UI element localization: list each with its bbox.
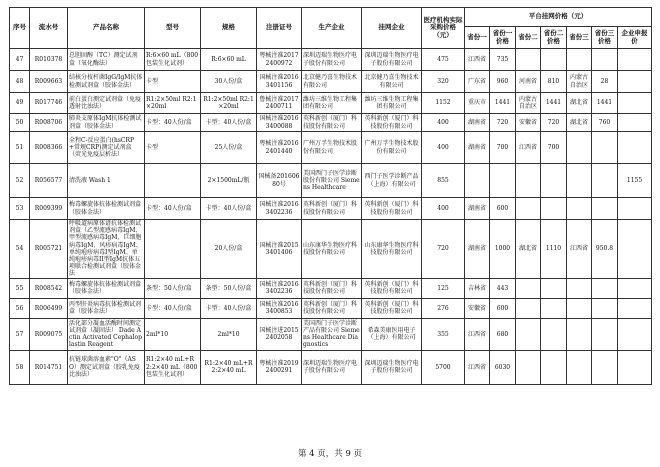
model-cell: 2ml*10: [145, 318, 201, 350]
lister-cell: 深圳迈瑞生物医疗电子股份有限公司: [362, 350, 422, 384]
table-row: [10, 298, 652, 318]
product-cell: 前白蛋白测定试剂盒（免疫透射比浊法）: [68, 93, 145, 114]
price2-cell: [541, 350, 567, 384]
prov3-cell: [567, 318, 592, 350]
actual-price-cell: 276: [422, 298, 465, 318]
price2-cell: [541, 164, 567, 198]
price1-cell: 6030: [490, 350, 516, 384]
flow-cell: R010378: [30, 49, 68, 71]
price3-cell: 1441: [592, 93, 618, 114]
price3-cell: [592, 350, 618, 384]
prov2-cell: [516, 198, 541, 220]
header-product: 产品名称: [68, 8, 145, 49]
lister-cell: 广州万孚生物技术股份有限公司: [362, 132, 422, 164]
lister-cell: 英科新创（厦门）科技股份有限公司: [362, 114, 422, 132]
seq-cell: 47: [10, 49, 30, 71]
spec-cell: 2×1500mL/瓶: [201, 164, 257, 198]
lister-cell: 英科新创（厦门）科技股份有限公司: [362, 298, 422, 318]
actual-price-cell: 855: [422, 164, 465, 198]
prov1-cell: 安徽省: [465, 298, 490, 318]
actual-price-cell: 720: [422, 220, 465, 279]
prov1-cell: 江西省: [465, 49, 490, 71]
reg-cell: 粤械注准20162401440: [257, 132, 302, 164]
prov3-cell: [567, 132, 592, 164]
lister-cell: 北京健乃喜生物技术有限公司: [362, 71, 422, 93]
spec-cell: R1:2×50ml R2:1×20ml: [201, 93, 257, 114]
price3-cell: [592, 318, 618, 350]
price2-cell: 810: [541, 71, 567, 93]
reg-cell: 粤械注准20172400972: [257, 49, 302, 71]
quote-cell: 1155: [618, 164, 652, 198]
product-cell: 活化部分凝血活酶时间测定试剂盒（凝固法） Dade Actin Activated Cephaloplastin Reagent: [68, 318, 145, 350]
header-flow: 流水号: [30, 8, 68, 49]
price2-cell: 700: [541, 132, 567, 164]
actual-price-cell: 320: [422, 71, 465, 93]
price1-cell: 600: [490, 298, 516, 318]
header-reg: 注册证号: [257, 8, 302, 49]
reg-cell: 国械备20160680号: [257, 164, 302, 198]
price2-cell: [541, 298, 567, 318]
price3-cell: [592, 132, 618, 164]
seq-cell: 55: [10, 278, 30, 298]
prov1-cell: 湖南省: [465, 198, 490, 220]
prov1-cell: [465, 164, 490, 198]
table-row: [10, 71, 652, 93]
spec-cell: 2ml*10: [201, 318, 257, 350]
model-cell: R1:2×40 mL+R2:2×40 mL（800包装生化试剂）: [145, 350, 201, 384]
reg-cell: 国械注进20152402058: [257, 318, 302, 350]
spec-cell: R:6×60 mL: [201, 49, 257, 71]
price3-cell: 28: [592, 71, 618, 93]
price1-cell: [490, 164, 516, 198]
header-maker: 生产企业: [302, 8, 362, 49]
price2-cell: 1110: [541, 220, 567, 279]
page-footer: 第 4 页，共 9 页: [297, 449, 363, 459]
actual-price-cell: 400: [422, 198, 465, 220]
price3-cell: [592, 278, 618, 298]
prov1-cell: 湖南省: [465, 114, 490, 132]
seq-cell: 49: [10, 93, 30, 114]
prov1-cell: 重庆市: [465, 93, 490, 114]
spec-cell: 条型：50人份/盒: [201, 278, 257, 298]
price3-cell: [592, 298, 618, 318]
prov3-cell: [567, 298, 592, 318]
maker-cell: 英科新创（厦门）科技股份有限公司: [302, 278, 362, 298]
seq-cell: 58: [10, 350, 30, 384]
price3-cell: 760: [592, 114, 618, 132]
seq-cell: 48: [10, 71, 30, 93]
prov2-cell: [516, 318, 541, 350]
prov3-cell: [567, 278, 592, 298]
maker-cell: 英科新创（厦门）科技股份有限公司: [302, 198, 362, 220]
table-row: [10, 198, 652, 220]
table-row: [10, 318, 652, 350]
price2-cell: 720: [541, 114, 567, 132]
price2-cell: [541, 198, 567, 220]
actual-price-cell: 125: [422, 278, 465, 298]
flow-cell: R006499: [30, 298, 68, 318]
spec-cell: 25人份/盒: [201, 132, 257, 164]
product-cell: 梅毒螺旋体抗体检测试剂盒（胶体金法）: [68, 198, 145, 220]
header-price3: 省份三价格: [592, 27, 618, 49]
maker-cell: 北京健乃喜生物技术有限公司: [302, 71, 362, 93]
header-price1: 省份一价格: [490, 27, 516, 49]
header-actual-price: 医疗机构实际采购价格（元）: [422, 8, 465, 49]
table-row: [10, 278, 652, 298]
maker-cell: 美国西门子医学诊断股份有限公司 Siemens Healthcare: [302, 164, 362, 198]
prov2-cell: [516, 164, 541, 198]
prov3-cell: [567, 198, 592, 220]
actual-price-cell: 400: [422, 114, 465, 132]
actual-price-cell: 400: [422, 132, 465, 164]
spec-cell: 20人份/盒: [201, 220, 257, 279]
product-cell: 全程C-反应蛋白(hsCRP+常规CRP)测定试剂盒（荧光免疫层析法）: [68, 132, 145, 164]
seq-cell: 57: [10, 318, 30, 350]
table-row: [10, 164, 652, 198]
spec-cell: 卡型：40人份/盒: [201, 298, 257, 318]
maker-cell: 英科新创（厦门）科技股份有限公司: [302, 114, 362, 132]
reg-cell: 国械注准20163401156: [257, 71, 302, 93]
lister-cell: 西门子医学诊断产品（上海）有限公司: [362, 164, 422, 198]
actual-price-cell: 355: [422, 318, 465, 350]
quote-cell: [618, 93, 652, 114]
model-cell: 卡型：40人份/盒: [145, 114, 201, 132]
table-body: [10, 49, 652, 385]
price1-cell: 443: [490, 278, 516, 298]
reg-cell: 国械注准20163400853: [257, 298, 302, 318]
price1-cell: 960: [490, 71, 516, 93]
lister-cell: 山东康华生物医疗科技股份有限公司: [362, 220, 422, 279]
table-row: [10, 114, 652, 132]
model-cell: R:6×60 mL（800包装生化试剂）: [145, 49, 201, 71]
price1-cell: 735: [490, 49, 516, 71]
reg-cell: 国械注准20153401406: [257, 220, 302, 279]
price3-cell: [592, 164, 618, 198]
actual-price-cell: 5700: [422, 350, 465, 384]
maker-cell: 深圳迈瑞生物医疗电子股份有限公司: [302, 49, 362, 71]
flow-cell: R014751: [30, 350, 68, 384]
reg-cell: 鲁械注准20172400711: [257, 93, 302, 114]
quote-cell: [618, 220, 652, 279]
quote-cell: [618, 132, 652, 164]
spec-cell: 卡型：40人份/盒: [201, 114, 257, 132]
prov2-cell: [516, 298, 541, 318]
spec-cell: 30人份/盒: [201, 71, 257, 93]
product-cell: 呼吸道病原体谱抗体检测试剂盒（乙型流感病毒IgM、甲型流感病毒IgM、巨细胞病毒IgM、风疹病毒IgM、单纯疱疹病毒I型IgM、单纯疱疹病毒II型IgM抗体五项联合检测试剂盒（胶体金法: [68, 220, 145, 279]
prov1-cell: 江西省: [465, 350, 490, 384]
product-cell: 梅毒螺旋体抗体检测试剂盒（胶体金法）: [68, 278, 145, 298]
seq-cell: 53: [10, 198, 30, 220]
maker-cell: 美国西门子医学诊断产品有限公司 Siemens Healthcare Diagnostics: [303, 319, 360, 349]
header-lister: 挂网企业: [362, 8, 422, 49]
price1-cell: 1441: [490, 93, 516, 114]
lister-cell: 潍坊三维生物工程集团有限公司: [362, 93, 422, 114]
prov2-cell: 江西省: [516, 132, 541, 164]
prov3-cell: [567, 49, 592, 71]
prov2-cell: [516, 278, 541, 298]
lister-cell: 深圳迈瑞生物医疗电子股份有限公司: [362, 49, 422, 71]
prov2-cell: 湖北省: [516, 220, 541, 279]
prov1-cell: 江西省: [465, 318, 490, 350]
price2-cell: [541, 318, 567, 350]
prov3-cell: 内蒙古自治区: [567, 71, 592, 93]
flow-cell: R008366: [30, 132, 68, 164]
flow-cell: R056577: [30, 164, 68, 198]
actual-price-cell: 475: [422, 49, 465, 71]
quote-cell: [618, 298, 652, 318]
table-row: [10, 132, 652, 164]
header-spec: 规格: [201, 8, 257, 49]
price2-cell: [541, 49, 567, 71]
price3-cell: [592, 198, 618, 220]
header-model: 型号: [145, 8, 201, 49]
lister-cell: 英科新创（厦门）科技股份有限公司: [362, 198, 422, 220]
header-prov1: 省份一: [465, 27, 490, 49]
reg-cell: 国械注准20163402236: [257, 278, 302, 298]
maker-cell: 潍坊三维生物工程集团有限公司: [302, 93, 362, 114]
prov2-cell: 内蒙古自治区: [516, 93, 541, 114]
header-prov2: 省份二: [516, 27, 541, 49]
prov2-cell: [516, 49, 541, 71]
quote-cell: [618, 350, 652, 384]
flow-cell: R005721: [30, 220, 68, 279]
lister-cell: 希森美康医用电子（上海）有限公司: [362, 318, 422, 350]
price-table: [9, 7, 652, 385]
seq-cell: 50: [10, 114, 30, 132]
table-row: [10, 220, 652, 279]
price3-cell: [592, 49, 618, 71]
prov2-cell: [516, 350, 541, 384]
table-row: [10, 93, 652, 114]
header-price2: 省份二价格: [541, 27, 567, 49]
table-row: [10, 350, 652, 384]
product-cell: 清洗液 Wash 1: [68, 164, 145, 198]
maker-cell: 山东康华生物医疗科技股份有限公司: [302, 220, 362, 279]
price1-cell: 1000: [490, 220, 516, 279]
prov3-cell: 江西省: [567, 220, 592, 279]
prov1-cell: 广东省: [465, 71, 490, 93]
model-cell: 条型：50人份/盒: [145, 278, 201, 298]
price3-cell: 950.8: [592, 220, 618, 279]
model-cell: 卡型: [145, 71, 201, 93]
spec-cell: 卡型：40人份/盒: [201, 198, 257, 220]
maker-cell: 深圳迈瑞生物医疗电子股份有限公司: [302, 350, 362, 384]
quote-cell: [618, 49, 652, 71]
flow-cell: R009663: [30, 71, 68, 93]
prov3-cell: 湖北省: [567, 93, 592, 114]
model-cell: R1:2×50ml R2:1×20ml: [145, 93, 201, 114]
quote-cell: [618, 71, 652, 93]
flow-cell: R017746: [30, 93, 68, 114]
seq-cell: 54: [10, 220, 30, 279]
prov2-cell: 安徽省: [516, 114, 541, 132]
header-quote: 企业申报价: [618, 27, 652, 49]
model-cell: [145, 164, 201, 198]
seq-cell: 56: [10, 298, 30, 318]
reg-cell: 国械注准20163402236: [257, 198, 302, 220]
quote-cell: [618, 318, 652, 350]
quote-cell: [618, 114, 652, 132]
prov2-cell: 河南省: [516, 71, 541, 93]
prov1-cell: 湖南省: [465, 132, 490, 164]
prov3-cell: [567, 350, 592, 384]
maker-cell: 广州万孚生物技术股份有限公司: [302, 132, 362, 164]
quote-cell: [618, 198, 652, 220]
flow-cell: R008542: [30, 278, 68, 298]
product-cell: 丙型肝炎病毒抗体检测试剂盒（胶体金法）: [68, 298, 145, 318]
model-cell: 卡型：40人份/盒: [145, 298, 201, 318]
product-cell: 抗链球菌溶血素"O"（ASO）测定试剂盒（胶乳免疫比浊法）: [68, 350, 145, 384]
flow-cell: R008706: [30, 114, 68, 132]
prov1-cell: 吉林省: [465, 278, 490, 298]
model-cell: 卡型：40人份/盒: [145, 198, 201, 220]
quote-cell: [618, 278, 652, 298]
flow-cell: R009075: [30, 318, 68, 350]
product-cell: 结核分枝杆菌IgG/IgM抗体检测试剂盒（胶体金法）: [68, 71, 145, 93]
price1-cell: 680: [490, 318, 516, 350]
product-cell: 肺炎支原体IgM抗体检测试剂盒（胶体金法）: [68, 114, 145, 132]
prov1-cell: 湖南省: [465, 220, 490, 279]
maker-cell: 英科新创（厦门）科技股份有限公司: [302, 298, 362, 318]
table-row: [10, 49, 652, 71]
actual-price-cell: 1152: [422, 93, 465, 114]
price1-cell: 720: [490, 114, 516, 132]
header-prov3: 省份三: [567, 27, 592, 49]
price1-cell: 600: [490, 198, 516, 220]
header-seq: 序号: [10, 8, 30, 49]
price2-cell: [541, 278, 567, 298]
lister-cell: 英科新创（厦门）科技股份有限公司: [362, 278, 422, 298]
spec-cell: R1:2×40 mL+R2:2×40 mL: [201, 350, 257, 384]
flow-cell: R009399: [30, 198, 68, 220]
seq-cell: 52: [10, 164, 30, 198]
product-cell: 总胆固醇（TC）测定试剂盒（氧化酶法）: [68, 49, 145, 71]
model-cell: 卡型: [145, 132, 201, 164]
model-cell: [145, 220, 201, 279]
price2-cell: 1441: [541, 93, 567, 114]
prov3-cell: [567, 164, 592, 198]
reg-cell: 粤械注准20192400291: [257, 350, 302, 384]
price1-cell: 700: [490, 132, 516, 164]
header-platform-price: 平台挂网价格（元）: [465, 8, 652, 27]
seq-cell: 51: [10, 132, 30, 164]
prov3-cell: 湖北省: [567, 114, 592, 132]
price-table-sheet: [9, 7, 651, 385]
reg-cell: 国械注准20163400088: [257, 114, 302, 132]
